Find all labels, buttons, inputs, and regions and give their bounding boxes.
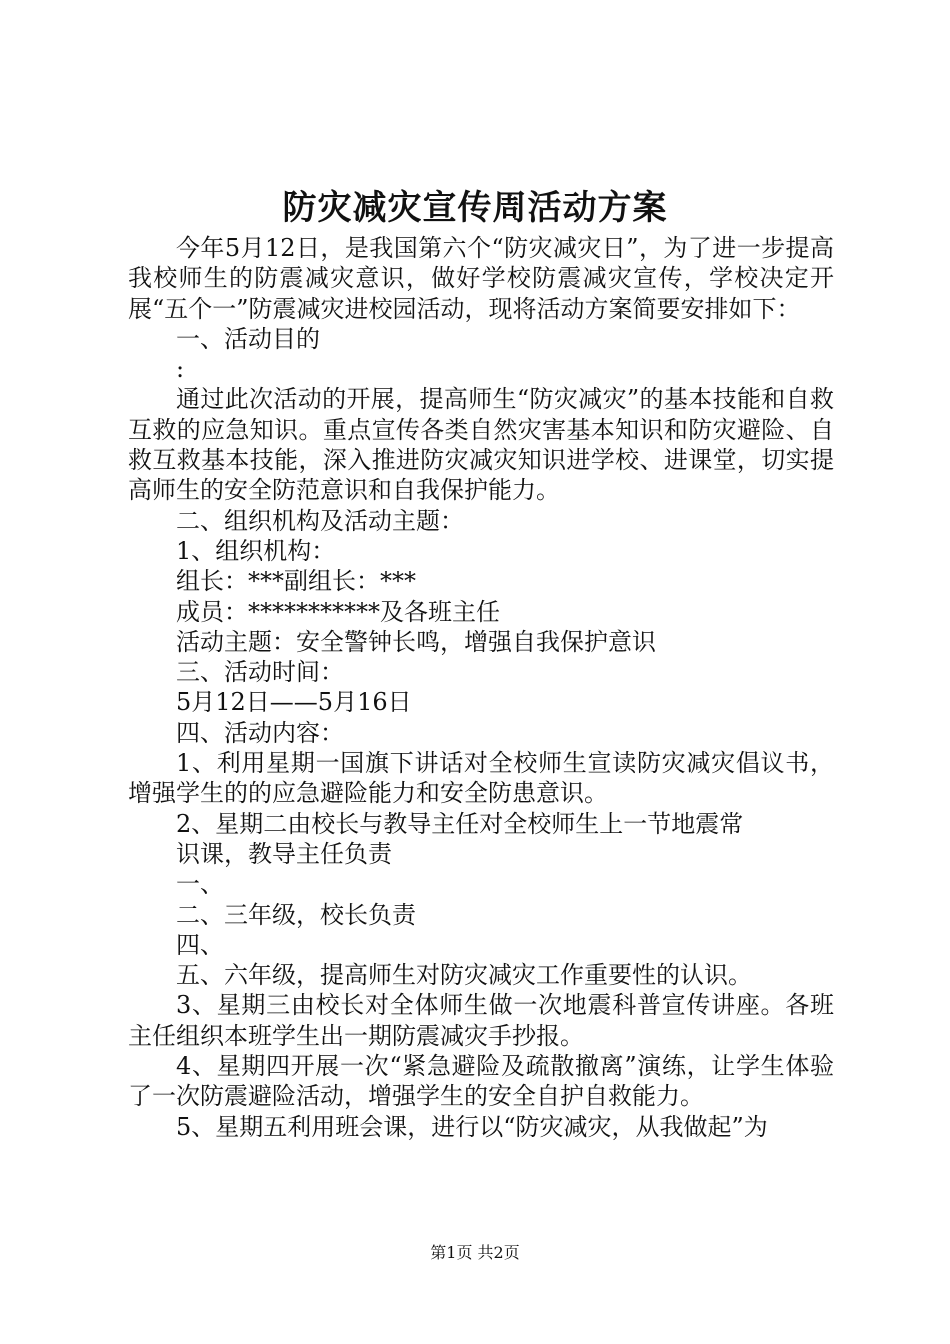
body-paragraph: 二、三年级，校长负责 xyxy=(176,900,416,929)
body-paragraph: 四、 xyxy=(176,930,224,959)
body-paragraph: 通过此次活动的开展，提高师生“防灾减灾”的基本技能和自救互救的应急知识。重点宣传各类自然灾害基本知识和防灾避险、自救互救基本技能，深入推进防灾减灾知识进学校、进课堂，切实提高师生的安全防范意识和自我保护能力。 xyxy=(128,385,834,505)
body-paragraph: 成员：***********及各班主任 xyxy=(176,597,500,626)
page-footer: 第1页 共2页 xyxy=(430,1243,520,1262)
body-paragraph: 活动主题：安全警钟长鸣，增强自我保护意识 xyxy=(176,627,656,656)
body-paragraph: 四、活动内容： xyxy=(176,718,344,747)
body-paragraph: 1、利用星期一国旗下讲话对全校师生宣读防灾减灾倡议书，增强学生的的应急避险能力和安全防患意识。 xyxy=(128,749,834,808)
body-paragraph: 4、星期四开展一次“紧急避险及疏散撤离”演练，让学生体验了一次防震避险活动，增强学生的安全自护自救能力。 xyxy=(128,1052,834,1111)
body-paragraph: 识课，教导主任负责 xyxy=(176,839,392,868)
body-paragraph: 3、星期三由校长对全体师生做一次地震科普宣传讲座。各班主任组织本班学生出一期防震减灾手抄报。 xyxy=(128,991,834,1050)
body-paragraph: 组长：***副组长：*** xyxy=(176,567,416,596)
body-paragraph: 五、六年级，提高师生对防灾减灾工作重要性的认识。 xyxy=(176,961,752,990)
body-paragraph: 三、活动时间： xyxy=(176,658,344,687)
body-paragraph: 5月12日——5月16日 xyxy=(176,688,412,717)
body-paragraph: 一、 xyxy=(176,870,224,899)
body-paragraph: 今年5月12日，是我国第六个“防灾减灾日”，为了进一步提高我校师生的防震减灾意识，做好学校防震减灾宣传，学校决定开展“五个一”防震减灾进校园活动，现将活动方案简要安排如下： xyxy=(128,234,834,323)
body-paragraph: 5、星期五利用班会课，进行以“防灾减灾，从我做起”为 xyxy=(176,1112,768,1141)
document-title: 防灾减灾宣传周活动方案 xyxy=(282,188,668,228)
document-body xyxy=(128,233,834,1142)
body-paragraph: : xyxy=(176,355,185,384)
body-paragraph: 一、活动目的 xyxy=(176,324,320,353)
body-paragraph: 1、组织机构： xyxy=(176,536,336,565)
body-paragraph: 2、星期二由校长与教导主任对全校师生上一节地震常 xyxy=(176,809,744,838)
body-paragraph: 二、组织机构及活动主题： xyxy=(176,506,464,535)
